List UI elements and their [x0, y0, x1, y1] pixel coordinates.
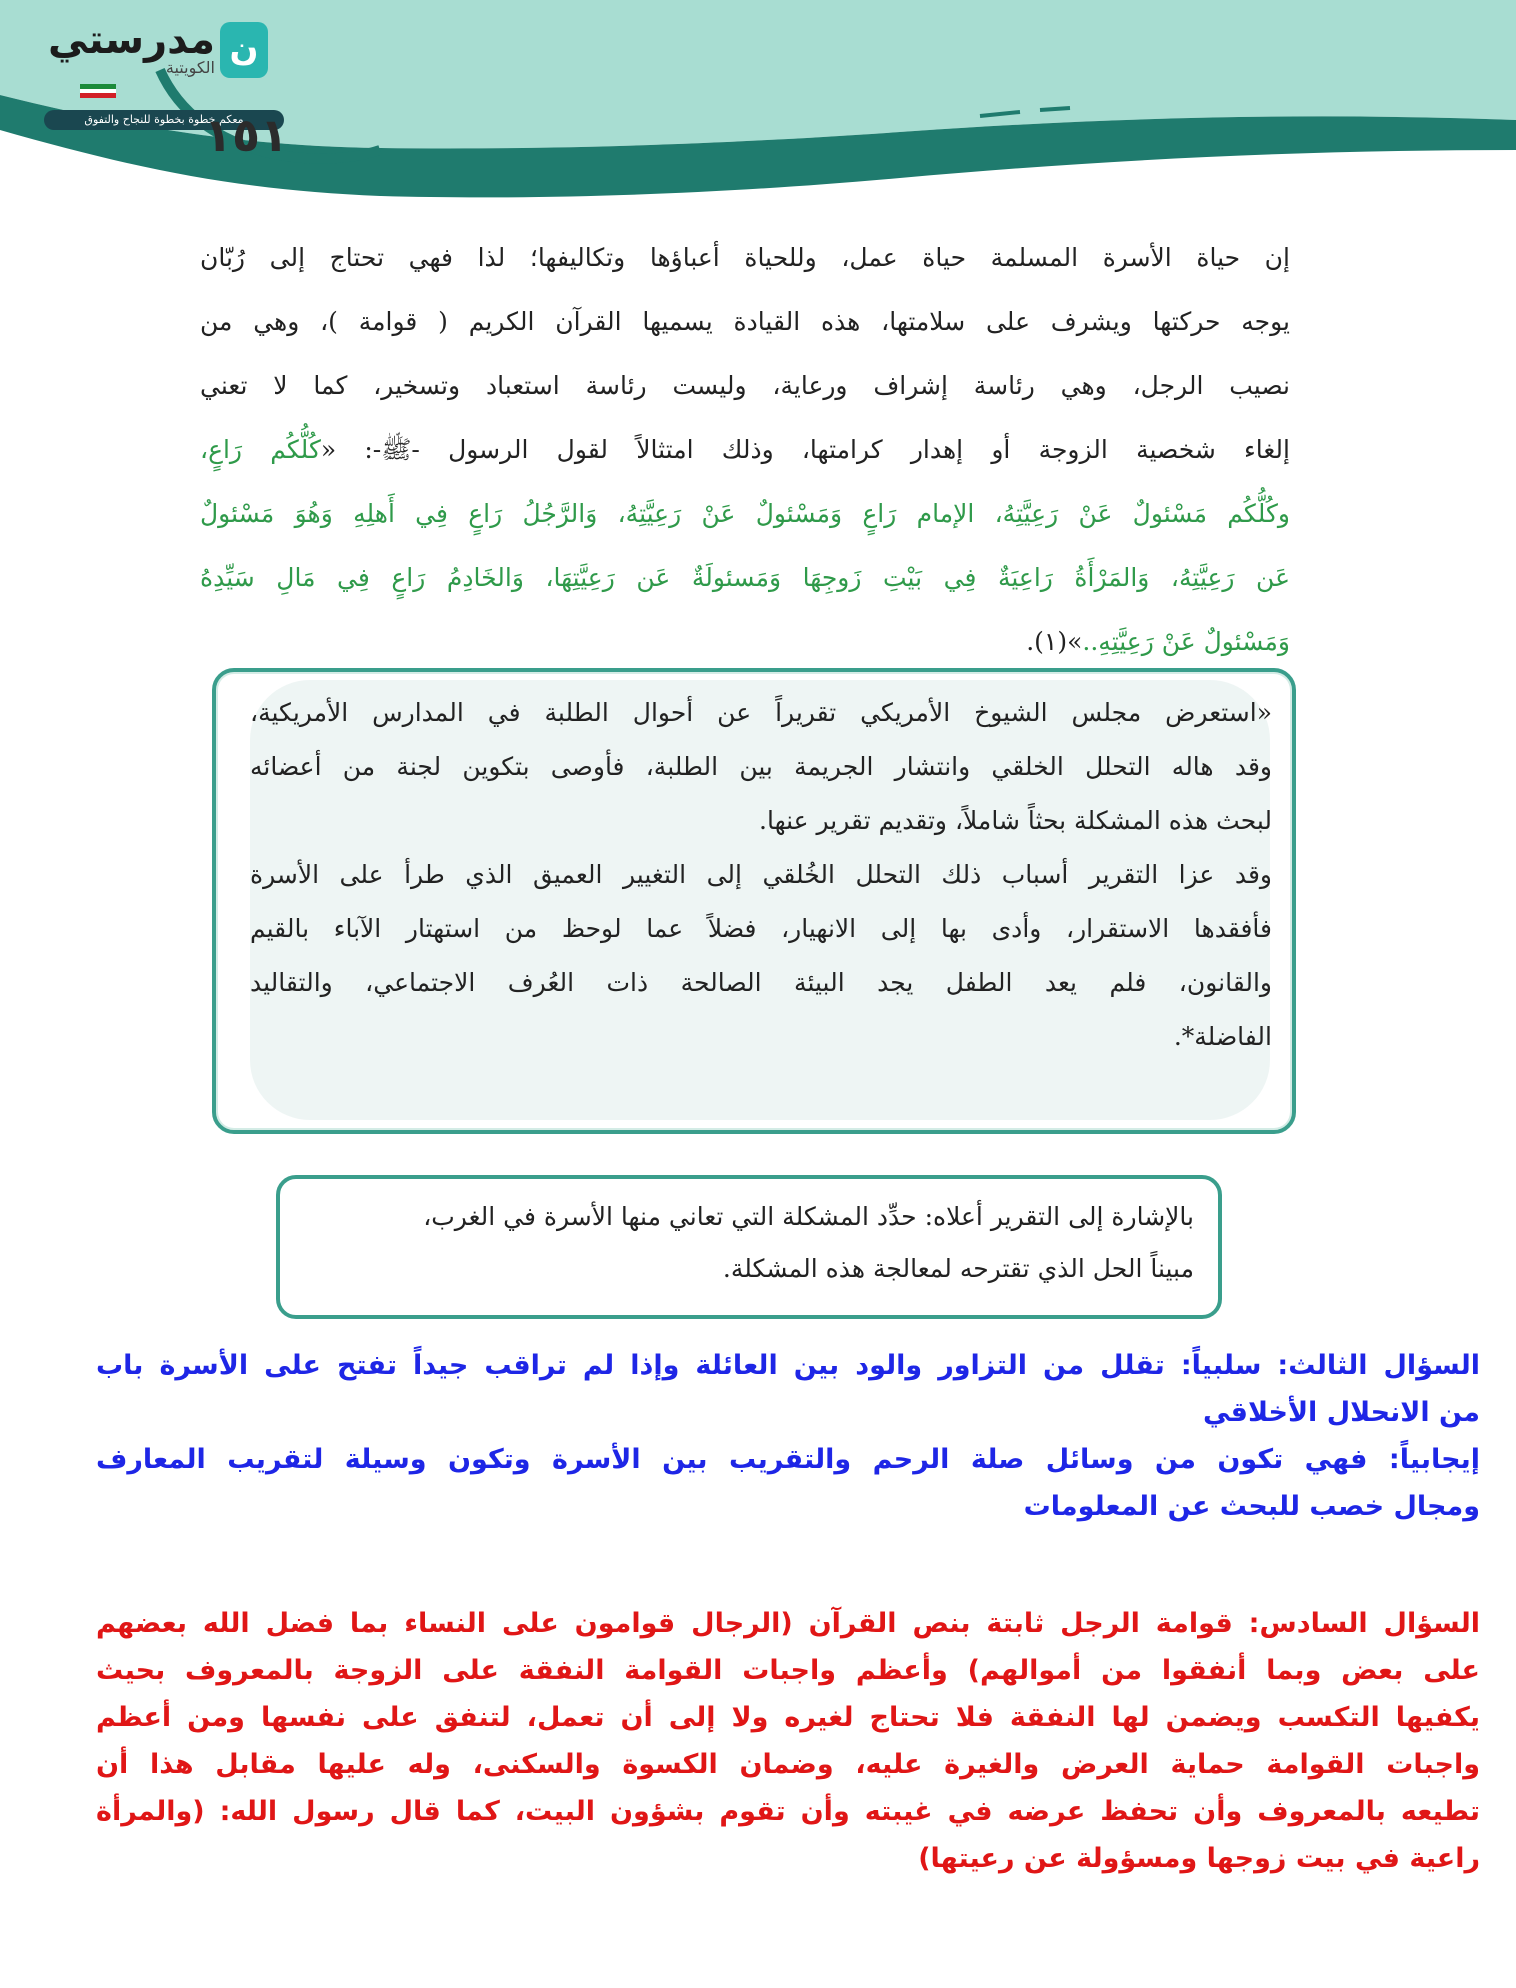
answer-line: ومجال خصب للبحث عن المعلومات: [1023, 1491, 1480, 1522]
intro-line-text: إلغاء شخصية الزوجة أو إهدار كرامتها، وذلك امتثالاً لقول الرسول -ﷺ-: «: [320, 435, 1290, 464]
answer-line: يكفيها التكسب ويضمن لها النفقة فلا تحتاج لغيره ولا إلى أن تعمل، لتنفق على نفسها ومن أعظم: [96, 1702, 1480, 1733]
report-quote-text: [250, 686, 1272, 1064]
answer-question-3: [96, 1342, 1480, 1530]
quote-line: «استعرض مجلس الشيوخ الأمريكي تقريراً عن أحوال الطلبة في المدارس الأمريكية،: [250, 698, 1272, 727]
activity-question-text: [308, 1191, 1194, 1295]
hadith-footnote: »(١).: [1026, 627, 1083, 656]
question-line: مبيناً الحل الذي تقترحه لمعالجة هذه المشكلة.: [722, 1254, 1194, 1283]
report-quote-box: [212, 668, 1296, 1134]
logo-slogan: معكم خطوة بخطوة للنجاح والتفوق: [44, 110, 284, 130]
hadith-line: عَن رَعِيَّتِهُ، وَالمَرْأَةُ رَاعِيَةٌ فِي بَيْتِ زَوجِهَا وَمَسئولَةٌ عَن رَعِيَّتِهَا، وَالخَادِمُ رَاعٍ فِي مَالِ سَيِّدِهُ: [200, 563, 1290, 592]
activity-question-box: [276, 1175, 1222, 1319]
logo-name: مدرستي: [47, 17, 215, 63]
kuwait-flag-icon: [80, 84, 116, 98]
quote-line: الفاضلة*.: [1173, 1022, 1272, 1051]
answer-line: على بعض وبما أنفقوا من أموالهم) وأعظم واجبات القوامة النفقة على الزوجة بالمعروف بحيث: [96, 1655, 1480, 1686]
answer-line: السؤال الثالث: سلبياً: تقلل من التزاور والود بين العائلة وإذا لم تراقب جيداً تفتح على الأسرة باب: [96, 1350, 1480, 1381]
page-number: ١٥١: [203, 108, 289, 162]
logo-subtitle: الكويتية: [165, 58, 215, 77]
answer-question-6: [96, 1600, 1480, 1882]
hadith-first: كُلُّكُم رَاعٍ،: [200, 435, 321, 464]
intro-paragraph: [200, 226, 1290, 674]
intro-line-with-hadith-start: [200, 418, 1290, 482]
answer-line: تطيعه بالمعروف وأن تحفظ عرضه في غيبته وأن تقوم بشؤون البيت، كما قال رسول الله: (والمرأة: [96, 1796, 1480, 1827]
intro-line: إن حياة الأسرة المسلمة حياة عمل، وللحياة أعباؤها وتكاليفها؛ لذا فهي تحتاج إلى رُبّان: [200, 243, 1290, 272]
intro-line: نصيب الرجل، وهي رئاسة إشراف ورعاية، وليست رئاسة استعباد وتسخير، كما لا تعني: [200, 371, 1290, 400]
answer-line: راعية في بيت زوجها ومسؤولة عن رعيتها): [918, 1843, 1480, 1874]
answer-line: واجبات القوامة حماية العرض والغيرة عليه، وضمان الكسوة والسكنى، وله عليها مقابل هذا أن: [96, 1749, 1480, 1780]
hadith-line: وكُلُّكُم مَسْئولٌ عَنْ رَعِيَّتِهُ، الإمام رَاعٍ وَمَسْئولٌ عَنْ رَعِيَّتِهُ، وَالرَّجُلُ رَاعٍ فِي أَهلِهِ وَهُوَ مَسْئولٌ: [200, 499, 1290, 528]
quote-line: وقد عزا التقرير أسباب ذلك التحلل الخُلقي إلى التغيير العميق الذي طرأ على الأسرة: [250, 860, 1272, 889]
hadith-last: وَمَسْئولٌ عَنْ رَعِيَّتِهِ..: [1082, 627, 1290, 656]
answer-line: إيجابياً: فهي تكون من وسائل صلة الرحم والتقريب بين الأسرة وتكون وسيلة لتقريب المعارف: [96, 1444, 1480, 1475]
logo-badge-icon: ن: [220, 22, 268, 78]
answer-line: السؤال السادس: قوامة الرجل ثابتة بنص القرآن (الرجال قوامون على النساء بما فضل الله بعضهم: [96, 1608, 1480, 1639]
quote-line: وقد هاله التحلل الخلقي وانتشار الجريمة بين الطلبة، فأوصى بتكوين لجنة من أعضائه: [250, 752, 1272, 781]
site-logo: [40, 17, 270, 126]
question-line: بالإشارة إلى التقرير أعلاه: حدِّد المشكلة التي تعاني منها الأسرة في الغرب،: [423, 1202, 1194, 1231]
quote-line: فأفقدها الاستقرار، وأدى بها إلى الانهيار، فضلاً عما لوحظ من استهتار الآباء بالقيم: [250, 914, 1272, 943]
answer-line: من الانحلال الأخلاقي: [1202, 1397, 1480, 1428]
quote-line: لبحث هذه المشكلة بحثاً شاملاً، وتقديم تقرير عنها.: [759, 806, 1272, 835]
quote-line: والقانون، فلم يعد الطفل يجد البيئة الصالحة ذات العُرف الاجتماعي، والتقاليد: [250, 968, 1272, 997]
intro-line: يوجه حركتها ويشرف على سلامتها، هذه القيادة يسميها القرآن الكريم ( قوامة )، وهي من: [200, 307, 1290, 336]
